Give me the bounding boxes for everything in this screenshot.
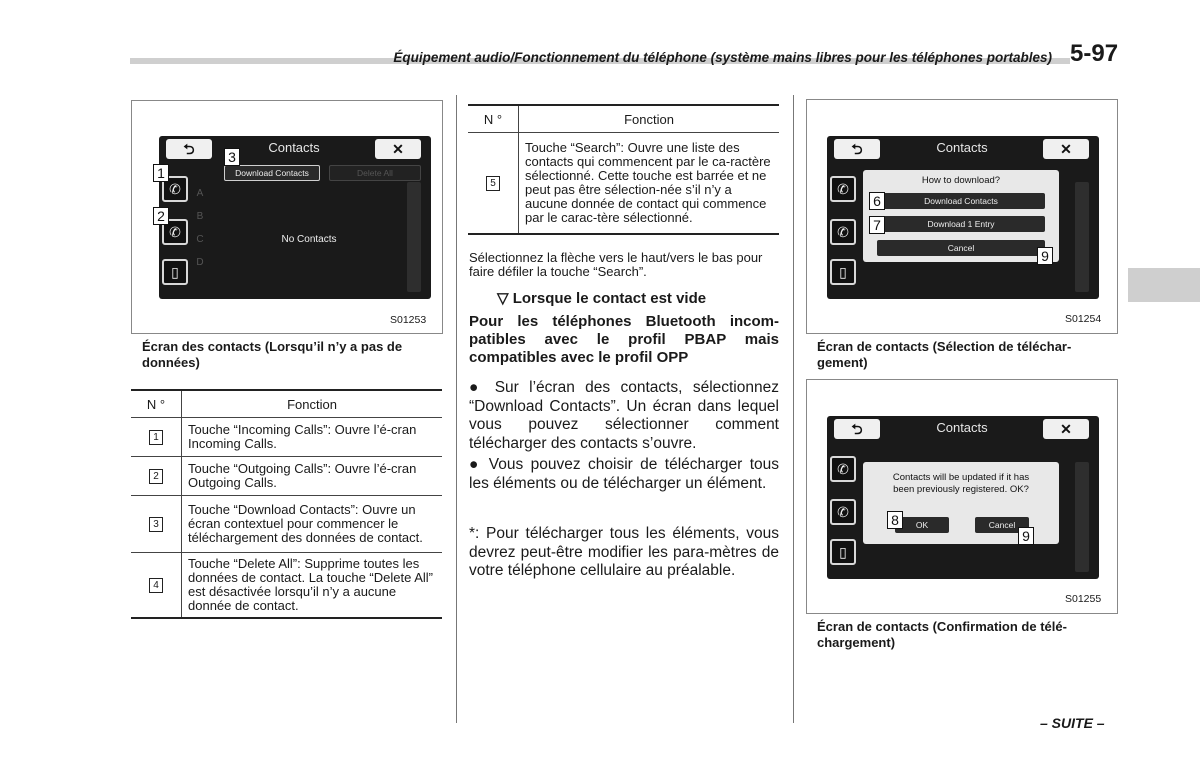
phone-button[interactable]	[162, 259, 188, 285]
scrollbar[interactable]	[407, 182, 421, 292]
table-row	[131, 553, 442, 619]
section-subheading: Pour les téléphones Bluetooth incom-patibles avec le profil PBAP mais compatibles avec le profil OPP	[469, 313, 779, 366]
letter-a[interactable]: A	[196, 188, 204, 199]
letter-b[interactable]: B	[196, 211, 204, 222]
callout-2: 2	[153, 207, 169, 225]
scrollbar[interactable]	[1075, 182, 1089, 292]
phone-icon: ▯	[171, 264, 179, 280]
phone-icon: ▯	[839, 544, 847, 560]
col-header-number: N °	[131, 390, 182, 418]
row-number: 1	[149, 430, 163, 445]
dialog-title: How to download?	[921, 175, 1001, 186]
outgoing-call-icon: ✆	[837, 504, 849, 520]
screen-title: Contacts	[936, 140, 988, 155]
figure-download-confirmation	[806, 379, 1118, 614]
close-button[interactable]	[375, 139, 421, 159]
screen-title: Contacts	[936, 420, 988, 435]
close-icon: ✕	[1060, 421, 1072, 437]
section-heading: ▽ Lorsque le contact est vide	[497, 290, 707, 307]
letter-d[interactable]: D	[196, 257, 204, 268]
column-divider	[456, 95, 457, 723]
figure-caption: Écran des contacts (Lorsqu’il n’y a pas de données)	[142, 339, 403, 370]
column-divider	[793, 95, 794, 723]
callout-6: 6	[869, 192, 885, 210]
download-dialog	[863, 170, 1059, 262]
callout-1: 1	[153, 164, 169, 182]
table-row	[131, 496, 442, 553]
bullet-text: ● Sur l’écran des contacts, sélectionnez “Download Contacts”. Un écran dans lequel vous pouvez sélectionner comment télécharger des contacts s’ouvre.	[469, 379, 779, 452]
screen-title: Contacts	[268, 140, 320, 155]
dialog-text-line-2: been previously registered. OK?	[893, 484, 1029, 495]
row-number: 2	[149, 469, 163, 484]
row-function: Touche “Incoming Calls”: Ouvre l’é-cran Incoming Calls.	[182, 418, 443, 457]
note-text: *: Pour télécharger tous les éléments, vous devrez peut-être modifier les para-mètres de votre téléphone cellulaire au préalable.	[469, 525, 779, 579]
screen	[827, 416, 1099, 579]
no-contacts-message: No Contacts	[281, 234, 337, 245]
close-button[interactable]	[1043, 419, 1089, 439]
letter-c[interactable]: C	[196, 234, 204, 245]
cancel-button[interactable]: Cancel	[877, 240, 1045, 256]
col-header-function: Fonction	[519, 105, 780, 133]
back-icon: ⮌	[851, 421, 863, 437]
callout-8: 8	[887, 511, 903, 529]
bullet-text: ● Vous pouvez choisir de télécharger tous les éléments ou de télécharger un élément.	[469, 456, 779, 492]
row-function: Touche “Search”: Ouvre une liste des contacts qui commencent par le ca-ractère sélectionné. Cette touche est barrée et ne peut pas être sélection-née s’il n’y a aucune donnée de contact qui commence par le carac-tère sélectionné.	[525, 140, 771, 225]
outgoing-calls-button[interactable]	[830, 219, 856, 245]
callout-9: 9	[1018, 527, 1034, 545]
callout-3: 3	[224, 148, 240, 166]
dialog-text-line-1: Contacts will be updated if it has	[892, 472, 1030, 483]
screen	[827, 136, 1099, 299]
row-function: Touche “Download Contacts”: Ouvre un écran contextuel pour commencer le téléchargement des données de contact.	[182, 496, 443, 553]
close-icon: ✕	[392, 141, 404, 157]
scroll-note: Sélectionnez la flèche vers le haut/vers le bas pour faire défiler la touche “Search”.	[469, 250, 763, 279]
back-button[interactable]	[166, 139, 212, 159]
close-button[interactable]	[1043, 139, 1089, 159]
outgoing-calls-button[interactable]	[830, 499, 856, 525]
row-number: 5	[486, 176, 500, 191]
screen	[159, 136, 431, 299]
cancel-button[interactable]: Cancel	[975, 517, 1029, 533]
header-title: Équipement audio/Fonctionnement du téléphone (système mains libres pour les téléphones portables)	[393, 50, 1052, 65]
row-function: Touche “Outgoing Calls”: Ouvre l’é-cran Outgoing Calls.	[182, 457, 443, 496]
function-table-1	[131, 389, 442, 619]
page-number: 5-97	[1070, 40, 1119, 67]
scrollbar[interactable]	[1075, 462, 1089, 572]
figure-caption: Écran de contacts (Confirmation de télé-chargement)	[817, 619, 1067, 650]
row-number: 4	[149, 578, 163, 593]
continued-marker: – SUITE –	[1040, 715, 1105, 731]
phone-icon: ▯	[839, 264, 847, 280]
callout-7: 7	[869, 216, 885, 234]
callout-9: 9	[1037, 247, 1053, 265]
incoming-call-icon: ✆	[837, 181, 849, 197]
figure-code: S01255	[1065, 593, 1102, 605]
figure-download-selection	[806, 99, 1118, 334]
back-button[interactable]	[834, 419, 880, 439]
incoming-call-icon: ✆	[837, 461, 849, 477]
col-header-number: N °	[468, 105, 519, 133]
table-row	[131, 418, 442, 457]
download-contacts-button[interactable]: Download Contacts	[224, 165, 320, 181]
function-table-2	[468, 104, 779, 235]
incoming-call-icon: ✆	[169, 181, 181, 197]
delete-all-button[interactable]: Delete All	[329, 165, 421, 181]
figure-caption: Écran de contacts (Sélection de téléchar-gement)	[817, 339, 1072, 370]
figure-code: S01254	[1065, 313, 1102, 325]
row-number: 3	[149, 517, 163, 532]
ok-button[interactable]: OK	[895, 517, 949, 533]
row-function: Touche “Delete All”: Supprime toutes les données de contact. La touche “Delete All” est désactivée lorsqu’il n’y a aucune donnée de contact.	[188, 556, 433, 613]
outgoing-call-icon: ✆	[837, 224, 849, 240]
incoming-calls-button[interactable]	[830, 176, 856, 202]
back-button[interactable]	[834, 139, 880, 159]
table-row	[468, 133, 779, 235]
table-row	[131, 457, 442, 496]
incoming-calls-button[interactable]	[830, 456, 856, 482]
figure-code: S01253	[390, 314, 427, 326]
back-icon: ⮌	[851, 141, 863, 157]
close-icon: ✕	[1060, 141, 1072, 157]
col-header-function: Fonction	[182, 390, 443, 418]
chapter-tab	[1128, 268, 1200, 302]
phone-button[interactable]	[830, 259, 856, 285]
figure-contacts-empty	[131, 100, 443, 334]
download-one-entry-option[interactable]: Download 1 Entry	[877, 216, 1045, 232]
outgoing-call-icon: ✆	[169, 224, 181, 240]
back-icon: ⮌	[183, 141, 195, 157]
phone-button[interactable]	[830, 539, 856, 565]
download-contacts-option[interactable]: Download Contacts	[877, 193, 1045, 209]
